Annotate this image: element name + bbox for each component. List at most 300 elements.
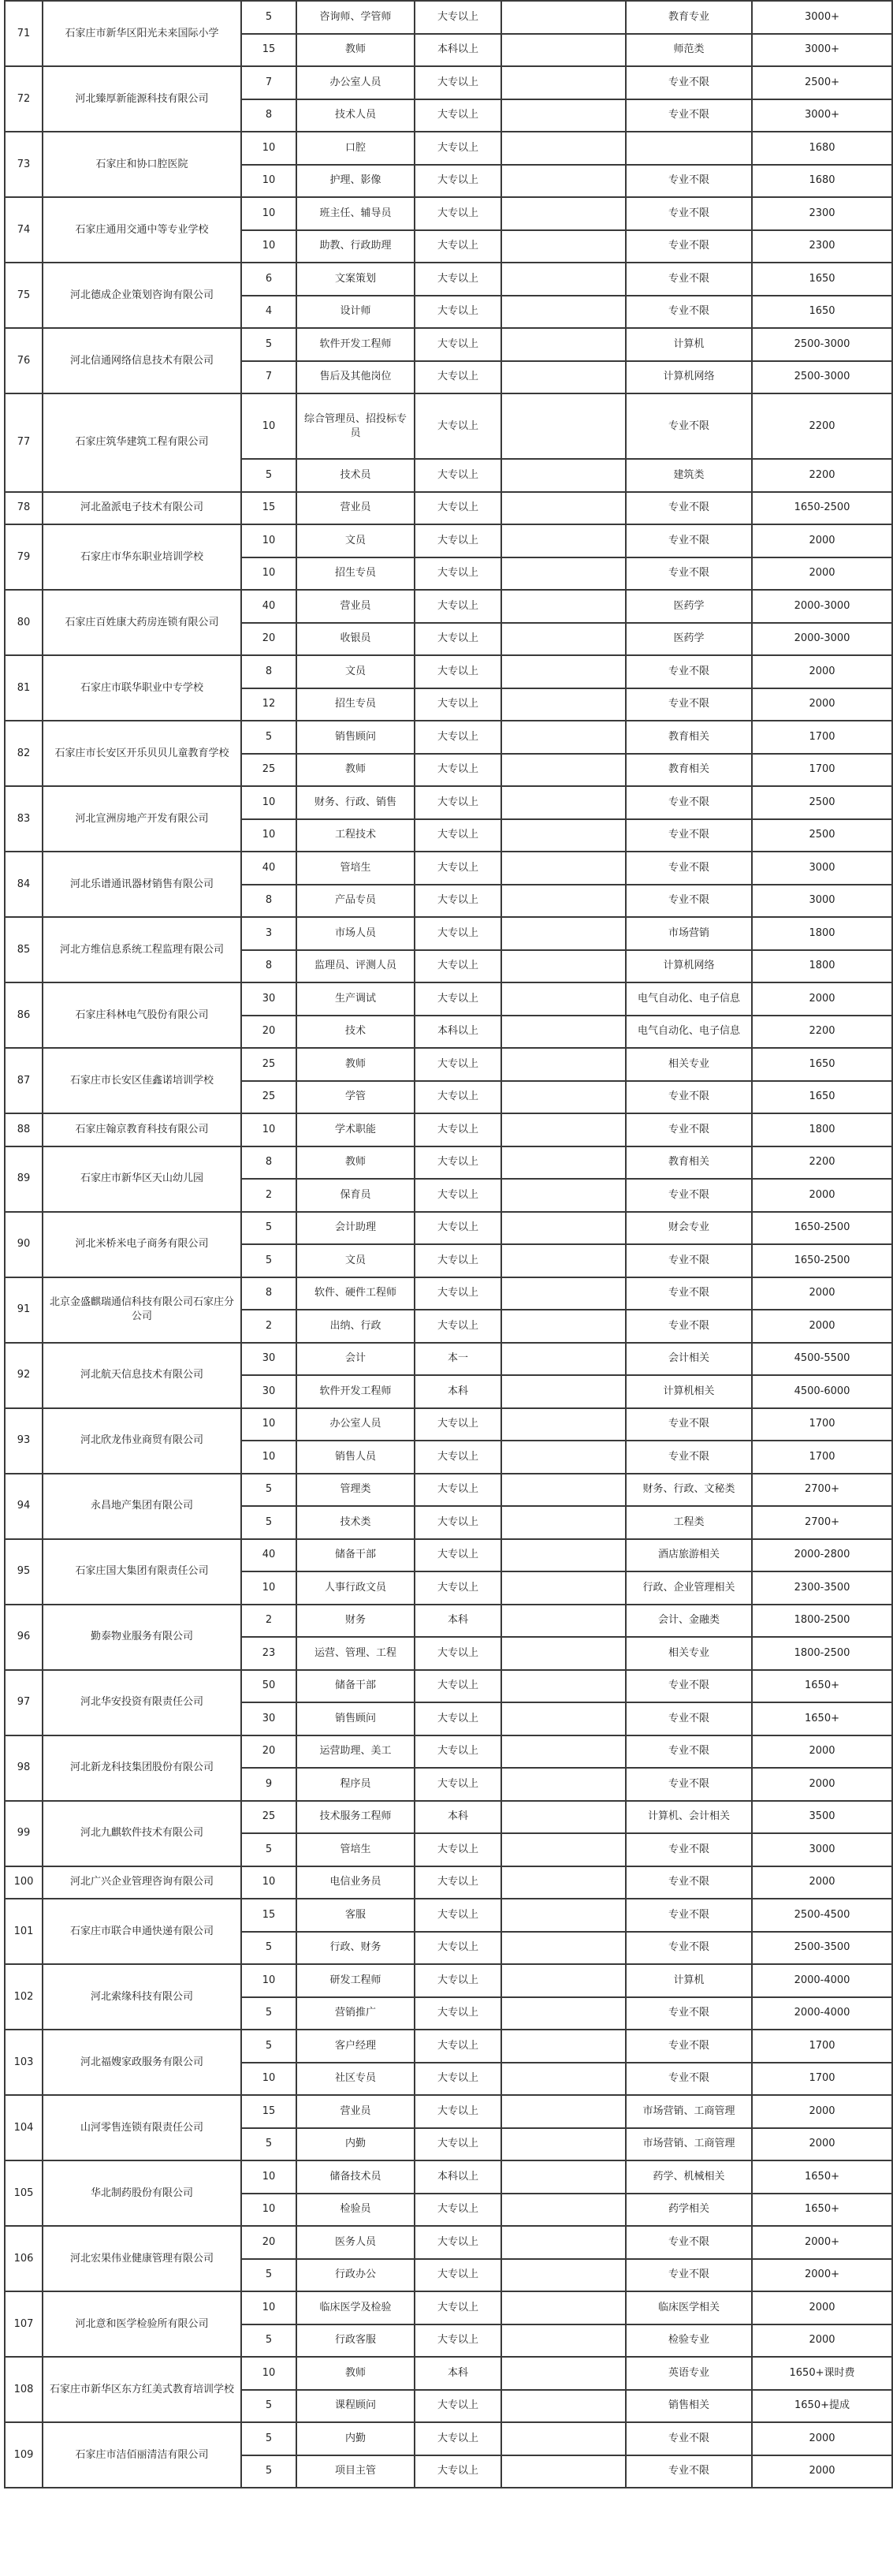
major-cell: 市场营销 <box>626 917 752 950</box>
education-cell: 大专以上 <box>415 917 501 950</box>
company-cell: 石家庄市新华区东方红美式教育培训学校 <box>43 2357 241 2422</box>
company-cell: 河北新龙科技集团股份有限公司 <box>43 1735 241 1801</box>
major-cell: 专业不限 <box>626 263 752 296</box>
major-cell: 药学、机械相关 <box>626 2160 752 2194</box>
position-cell: 技术人员 <box>296 99 415 132</box>
major-cell: 专业不限 <box>626 852 752 885</box>
table-row <box>5 1899 892 1932</box>
row-number-cell: 104 <box>5 2095 43 2160</box>
major-cell: 教育相关 <box>626 754 752 787</box>
spacer-cell <box>501 165 626 198</box>
company-cell: 河北索缘科技有限公司 <box>43 1964 241 2030</box>
company-cell: 永昌地产集团有限公司 <box>43 1474 241 1539</box>
salary-cell: 1650-2500 <box>752 1244 892 1277</box>
table-row <box>5 2422 892 2455</box>
row-number-cell: 86 <box>5 982 43 1048</box>
education-cell: 大专以上 <box>415 1539 501 1572</box>
education-cell: 大专以上 <box>415 2291 501 2324</box>
spacer-cell <box>501 2259 626 2292</box>
major-cell: 专业不限 <box>626 1408 752 1441</box>
table-row <box>5 721 892 754</box>
major-cell: 专业不限 <box>626 2030 752 2063</box>
row-number-cell: 77 <box>5 393 43 492</box>
company-cell: 石家庄市长安区佳鑫诺培训学校 <box>43 1048 241 1113</box>
spacer-cell <box>501 263 626 296</box>
major-cell: 电气自动化、电子信息 <box>626 1016 752 1049</box>
spacer-cell <box>501 1735 626 1769</box>
major-cell: 计算机网络 <box>626 361 752 394</box>
openings-cell: 5 <box>241 2455 296 2488</box>
salary-cell: 2000 <box>752 1866 892 1899</box>
education-cell: 大专以上 <box>415 1212 501 1245</box>
major-cell: 相关专业 <box>626 1637 752 1670</box>
position-cell: 销售顾问 <box>296 721 415 754</box>
openings-cell: 20 <box>241 2226 296 2259</box>
major-cell: 专业不限 <box>626 1866 752 1899</box>
position-cell: 文员 <box>296 1244 415 1277</box>
major-cell: 专业不限 <box>626 1277 752 1310</box>
education-cell: 大专以上 <box>415 197 501 230</box>
position-cell: 营销推广 <box>296 1997 415 2030</box>
table-row <box>5 2291 892 2324</box>
spacer-cell <box>501 1474 626 1507</box>
education-cell: 大专以上 <box>415 786 501 819</box>
salary-cell: 2200 <box>752 1146 892 1180</box>
row-number-cell: 102 <box>5 1964 43 2030</box>
spacer-cell <box>501 2422 626 2455</box>
table-row <box>5 524 892 557</box>
salary-cell: 1650+ <box>752 1702 892 1735</box>
major-cell: 市场营销、工商管理 <box>626 2095 752 2128</box>
major-cell: 专业不限 <box>626 1310 752 1343</box>
position-cell: 研发工程师 <box>296 1964 415 1997</box>
openings-cell: 8 <box>241 950 296 983</box>
openings-cell: 25 <box>241 754 296 787</box>
major-cell: 教育相关 <box>626 721 752 754</box>
spacer-cell <box>501 917 626 950</box>
openings-cell: 15 <box>241 34 296 67</box>
education-cell: 大专以上 <box>415 328 501 361</box>
openings-cell: 10 <box>241 2291 296 2324</box>
spacer-cell <box>501 1146 626 1180</box>
education-cell: 大专以上 <box>415 2063 501 2096</box>
major-cell: 专业不限 <box>626 197 752 230</box>
company-cell: 河北方维信息系统工程监理有限公司 <box>43 917 241 982</box>
company-cell: 河北欣龙伟业商贸有限公司 <box>43 1408 241 1474</box>
salary-cell: 1800 <box>752 917 892 950</box>
major-cell: 检验专业 <box>626 2324 752 2358</box>
major-cell: 专业不限 <box>626 393 752 459</box>
table-row <box>5 590 892 623</box>
salary-cell: 2000 <box>752 2324 892 2358</box>
education-cell: 大专以上 <box>415 263 501 296</box>
table-row <box>5 1539 892 1572</box>
salary-cell: 1800-2500 <box>752 1605 892 1638</box>
salary-cell: 2500-4500 <box>752 1899 892 1932</box>
row-number-cell: 103 <box>5 2030 43 2095</box>
position-cell: 班主任、辅导员 <box>296 197 415 230</box>
education-cell: 本科 <box>415 1375 501 1408</box>
openings-cell: 5 <box>241 2390 296 2423</box>
table-row <box>5 917 892 950</box>
major-cell: 计算机 <box>626 328 752 361</box>
education-cell: 大专以上 <box>415 1932 501 1965</box>
row-number-cell: 83 <box>5 786 43 852</box>
salary-cell: 4500-6000 <box>752 1375 892 1408</box>
table-row <box>5 2357 892 2390</box>
company-cell: 河北意和医学检验所有限公司 <box>43 2291 241 2357</box>
spacer-cell <box>501 1605 626 1638</box>
education-cell: 本科以上 <box>415 2160 501 2194</box>
openings-cell: 12 <box>241 688 296 721</box>
education-cell: 大专以上 <box>415 754 501 787</box>
major-cell: 相关专业 <box>626 1048 752 1081</box>
spacer-cell <box>501 557 626 591</box>
company-cell: 河北宏果伟业健康管理有限公司 <box>43 2226 241 2291</box>
openings-cell: 10 <box>241 230 296 263</box>
spacer-cell <box>501 655 626 688</box>
education-cell: 大专以上 <box>415 2390 501 2423</box>
row-number-cell: 98 <box>5 1735 43 1801</box>
position-cell: 文员 <box>296 655 415 688</box>
major-cell: 财会专业 <box>626 1212 752 1245</box>
spacer-cell <box>501 1343 626 1376</box>
company-cell: 石家庄市新华区阳光未来国际小学 <box>43 1 241 66</box>
salary-cell: 2500 <box>752 819 892 852</box>
education-cell: 大专以上 <box>415 1833 501 1866</box>
company-cell: 河北航天信息技术有限公司 <box>43 1343 241 1408</box>
row-number-cell: 88 <box>5 1113 43 1146</box>
openings-cell: 10 <box>241 2357 296 2390</box>
position-cell: 技术员 <box>296 459 415 492</box>
salary-cell: 2300 <box>752 230 892 263</box>
openings-cell: 5 <box>241 1506 296 1539</box>
company-cell: 河北信通网络信息技术有限公司 <box>43 328 241 393</box>
major-cell: 计算机网络 <box>626 950 752 983</box>
spacer-cell <box>501 393 626 459</box>
education-cell: 本一 <box>415 1343 501 1376</box>
salary-cell: 2000 <box>752 524 892 557</box>
spacer-cell <box>501 230 626 263</box>
salary-cell: 2000 <box>752 1735 892 1769</box>
row-number-cell: 80 <box>5 590 43 655</box>
spacer-cell <box>501 2095 626 2128</box>
row-number-cell: 76 <box>5 328 43 393</box>
education-cell: 大专以上 <box>415 393 501 459</box>
education-cell: 大专以上 <box>415 852 501 885</box>
table-row <box>5 1212 892 1245</box>
major-cell: 专业不限 <box>626 524 752 557</box>
education-cell: 大专以上 <box>415 1408 501 1441</box>
major-cell: 专业不限 <box>626 1932 752 1965</box>
education-cell: 大专以上 <box>415 1277 501 1310</box>
education-cell: 大专以上 <box>415 1964 501 1997</box>
table-row <box>5 1 892 34</box>
major-cell: 专业不限 <box>626 1670 752 1703</box>
education-cell: 大专以上 <box>415 2095 501 2128</box>
position-cell: 财务 <box>296 1605 415 1638</box>
major-cell: 专业不限 <box>626 1244 752 1277</box>
education-cell: 大专以上 <box>415 132 501 165</box>
row-number-cell: 96 <box>5 1605 43 1670</box>
table-row <box>5 2030 892 2063</box>
position-cell: 销售顾问 <box>296 1702 415 1735</box>
major-cell: 计算机 <box>626 1964 752 1997</box>
education-cell: 大专以上 <box>415 2259 501 2292</box>
openings-cell: 5 <box>241 2030 296 2063</box>
salary-cell: 1650+ <box>752 2160 892 2194</box>
openings-cell: 40 <box>241 852 296 885</box>
salary-cell: 1650+ <box>752 1670 892 1703</box>
major-cell: 专业不限 <box>626 2422 752 2455</box>
row-number-cell: 87 <box>5 1048 43 1113</box>
company-cell: 河北盈派电子技术有限公司 <box>43 492 241 525</box>
major-cell: 药学相关 <box>626 2194 752 2227</box>
education-cell: 大专以上 <box>415 1081 501 1114</box>
salary-cell: 2000 <box>752 557 892 591</box>
position-cell: 监理员、评测人员 <box>296 950 415 983</box>
openings-cell: 5 <box>241 459 296 492</box>
major-cell: 专业不限 <box>626 688 752 721</box>
position-cell: 产品专员 <box>296 885 415 918</box>
spacer-cell <box>501 721 626 754</box>
salary-cell: 1650 <box>752 263 892 296</box>
salary-cell: 1650+提成 <box>752 2390 892 2423</box>
table-row <box>5 1277 892 1310</box>
openings-cell: 10 <box>241 1964 296 1997</box>
company-cell: 石家庄市联合申通快递有限公司 <box>43 1899 241 1964</box>
row-number-cell: 94 <box>5 1474 43 1539</box>
position-cell: 教师 <box>296 34 415 67</box>
salary-cell: 2500-3000 <box>752 361 892 394</box>
position-cell: 市场人员 <box>296 917 415 950</box>
education-cell: 本科以上 <box>415 34 501 67</box>
spacer-cell <box>501 99 626 132</box>
position-cell: 护理、影像 <box>296 165 415 198</box>
row-number-cell: 108 <box>5 2357 43 2422</box>
table-row <box>5 2226 892 2259</box>
openings-cell: 5 <box>241 2422 296 2455</box>
openings-cell: 30 <box>241 1375 296 1408</box>
salary-cell: 2200 <box>752 393 892 459</box>
major-cell: 酒店旅游相关 <box>626 1539 752 1572</box>
major-cell: 计算机相关 <box>626 1375 752 1408</box>
spacer-cell <box>501 590 626 623</box>
spacer-cell <box>501 2455 626 2488</box>
position-cell: 运营、管理、工程 <box>296 1637 415 1670</box>
position-cell: 管培生 <box>296 852 415 885</box>
position-cell: 营业员 <box>296 492 415 525</box>
spacer-cell <box>501 1048 626 1081</box>
position-cell: 出纳、行政 <box>296 1310 415 1343</box>
position-cell: 管理类 <box>296 1474 415 1507</box>
spacer-cell <box>501 1833 626 1866</box>
major-cell: 专业不限 <box>626 296 752 329</box>
table-row <box>5 1343 892 1376</box>
table-row <box>5 1735 892 1769</box>
spacer-cell <box>501 1506 626 1539</box>
major-cell: 专业不限 <box>626 2226 752 2259</box>
major-cell: 工程类 <box>626 1506 752 1539</box>
salary-cell: 2000-3000 <box>752 623 892 656</box>
openings-cell: 8 <box>241 885 296 918</box>
position-cell: 招生专员 <box>296 557 415 591</box>
spacer-cell <box>501 2226 626 2259</box>
position-cell: 教师 <box>296 1146 415 1180</box>
salary-cell: 3000+ <box>752 99 892 132</box>
row-number-cell: 75 <box>5 263 43 328</box>
company-cell: 石家庄市联华职业中专学校 <box>43 655 241 721</box>
spacer-cell <box>501 66 626 99</box>
education-cell: 大专以上 <box>415 688 501 721</box>
position-cell: 文案策划 <box>296 263 415 296</box>
table-row <box>5 1964 892 1997</box>
openings-cell: 5 <box>241 1474 296 1507</box>
openings-cell: 8 <box>241 1277 296 1310</box>
spacer-cell <box>501 1571 626 1605</box>
position-cell: 助教、行政助理 <box>296 230 415 263</box>
row-number-cell: 78 <box>5 492 43 525</box>
company-cell: 河北德成企业策划咨询有限公司 <box>43 263 241 328</box>
openings-cell: 10 <box>241 2160 296 2194</box>
salary-cell: 2500+ <box>752 66 892 99</box>
education-cell: 本科 <box>415 2357 501 2390</box>
spacer-cell <box>501 524 626 557</box>
education-cell: 大专以上 <box>415 885 501 918</box>
company-cell: 石家庄国大集团有限责任公司 <box>43 1539 241 1605</box>
major-cell: 专业不限 <box>626 230 752 263</box>
salary-cell: 2000 <box>752 2128 892 2161</box>
education-cell: 大专以上 <box>415 1702 501 1735</box>
company-cell: 河北乐谱通讯器材销售有限公司 <box>43 852 241 917</box>
row-number-cell: 109 <box>5 2422 43 2488</box>
openings-cell: 8 <box>241 1146 296 1180</box>
education-cell: 大专以上 <box>415 2226 501 2259</box>
salary-cell: 1700 <box>752 754 892 787</box>
major-cell: 专业不限 <box>626 2063 752 2096</box>
spacer-cell <box>501 1310 626 1343</box>
spacer-cell <box>501 2357 626 2390</box>
spacer-cell <box>501 786 626 819</box>
position-cell: 营业员 <box>296 2095 415 2128</box>
openings-cell: 6 <box>241 263 296 296</box>
row-number-cell: 73 <box>5 132 43 197</box>
spacer-cell <box>501 361 626 394</box>
salary-cell: 2000 <box>752 982 892 1016</box>
major-cell: 会计相关 <box>626 1343 752 1376</box>
position-cell: 教师 <box>296 1048 415 1081</box>
table-row <box>5 1801 892 1834</box>
table-row <box>5 66 892 99</box>
spacer-cell <box>501 1964 626 1997</box>
row-number-cell: 84 <box>5 852 43 917</box>
spacer-cell <box>501 2390 626 2423</box>
table-row <box>5 982 892 1016</box>
education-cell: 大专以上 <box>415 2422 501 2455</box>
row-number-cell: 72 <box>5 66 43 132</box>
openings-cell: 5 <box>241 2259 296 2292</box>
position-cell: 生产调试 <box>296 982 415 1016</box>
salary-cell: 2500-3500 <box>752 1932 892 1965</box>
salary-cell: 2000-4000 <box>752 1997 892 2030</box>
position-cell: 营业员 <box>296 590 415 623</box>
spacer-cell <box>501 623 626 656</box>
spacer-cell <box>501 754 626 787</box>
education-cell: 大专以上 <box>415 2324 501 2358</box>
education-cell: 大专以上 <box>415 1571 501 1605</box>
table-row <box>5 492 892 525</box>
spacer-cell <box>501 296 626 329</box>
openings-cell: 4 <box>241 296 296 329</box>
position-cell: 行政办公 <box>296 2259 415 2292</box>
salary-cell: 3500 <box>752 1801 892 1834</box>
position-cell: 收银员 <box>296 623 415 656</box>
spacer-cell <box>501 2063 626 2096</box>
openings-cell: 25 <box>241 1081 296 1114</box>
major-cell: 教育相关 <box>626 1146 752 1180</box>
major-cell: 会计、金融类 <box>626 1605 752 1638</box>
salary-cell: 1700 <box>752 1408 892 1441</box>
row-number-cell: 93 <box>5 1408 43 1474</box>
company-cell: 石家庄百姓康大药房连锁有限公司 <box>43 590 241 655</box>
openings-cell: 20 <box>241 1735 296 1769</box>
position-cell: 行政、财务 <box>296 1932 415 1965</box>
spacer-cell <box>501 132 626 165</box>
openings-cell: 20 <box>241 1016 296 1049</box>
openings-cell: 10 <box>241 1113 296 1146</box>
salary-cell: 2000-4000 <box>752 1964 892 1997</box>
openings-cell: 20 <box>241 623 296 656</box>
openings-cell: 40 <box>241 1539 296 1572</box>
position-cell: 保育员 <box>296 1179 415 1212</box>
position-cell: 教师 <box>296 2357 415 2390</box>
row-number-cell: 100 <box>5 1866 43 1899</box>
spacer-cell <box>501 328 626 361</box>
table-row <box>5 1605 892 1638</box>
education-cell: 大专以上 <box>415 2194 501 2227</box>
spacer-cell <box>501 1375 626 1408</box>
table-row <box>5 1048 892 1081</box>
openings-cell: 7 <box>241 361 296 394</box>
major-cell: 专业不限 <box>626 1179 752 1212</box>
education-cell: 大专以上 <box>415 590 501 623</box>
row-number-cell: 95 <box>5 1539 43 1605</box>
company-cell: 石家庄科林电气股份有限公司 <box>43 982 241 1048</box>
spacer-cell <box>501 852 626 885</box>
openings-cell: 5 <box>241 1212 296 1245</box>
openings-cell: 8 <box>241 99 296 132</box>
company-cell: 石家庄市新华区天山幼儿园 <box>43 1146 241 1212</box>
salary-cell: 2000 <box>752 2455 892 2488</box>
position-cell: 综合管理员、招投标专员 <box>296 393 415 459</box>
salary-cell: 3000+ <box>752 1 892 34</box>
salary-cell: 2000-3000 <box>752 590 892 623</box>
position-cell: 检验员 <box>296 2194 415 2227</box>
position-cell: 教师 <box>296 754 415 787</box>
salary-cell: 2000 <box>752 1179 892 1212</box>
position-cell: 客服 <box>296 1899 415 1932</box>
major-cell: 师范类 <box>626 34 752 67</box>
position-cell: 办公室人员 <box>296 1408 415 1441</box>
major-cell: 专业不限 <box>626 885 752 918</box>
openings-cell: 25 <box>241 1801 296 1834</box>
salary-cell: 3000 <box>752 852 892 885</box>
education-cell: 大专以上 <box>415 361 501 394</box>
salary-cell: 2300-3500 <box>752 1571 892 1605</box>
education-cell: 大专以上 <box>415 950 501 983</box>
openings-cell: 10 <box>241 1441 296 1474</box>
spacer-cell <box>501 819 626 852</box>
